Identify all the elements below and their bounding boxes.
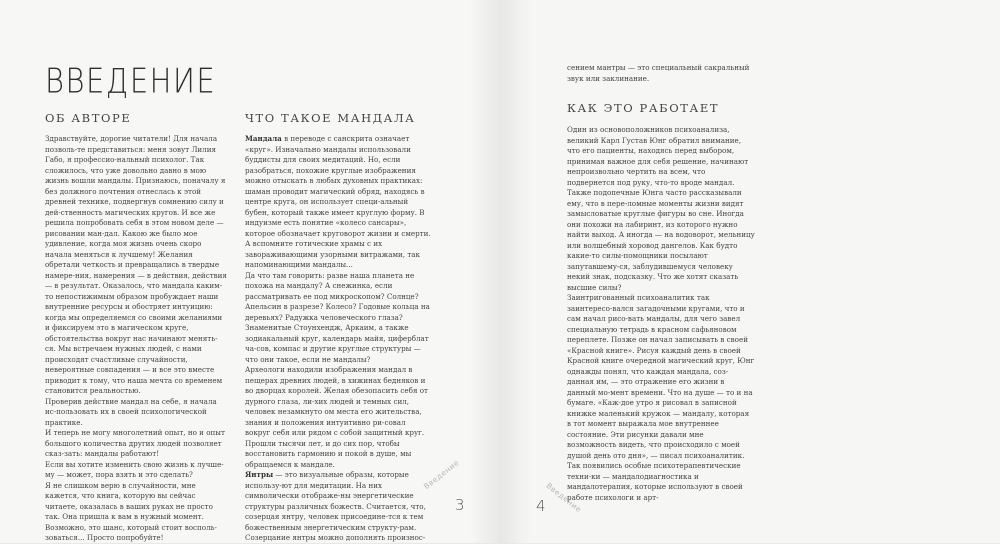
page-number-left: 3 xyxy=(455,496,465,514)
yantra-term: Янтры xyxy=(245,470,274,479)
about-paragraph: Я не слишком верю в случайности, мне кажется, что книга, которую вы сейчас читаете, оказалась в ваших руках не просто так. Она пришла к вам в нужный момент. Возможно, это шанс, который стоит восполь-зоваться... Просто попробуйте! xyxy=(45,480,217,542)
how-it-works-column xyxy=(567,125,755,503)
how-paragraph: Один из основоположников психоанализа, великий Карл Густав Юнг обратил внимание, что его пациенты, находясь перед выбором, принимая важное для себя решение, начинают непроизвольно чертить на всем, что подвернется под руку, что-то вроде мандал. Также подопечные Юнга часто рассказывали ему, что в пере-ломные моменты жизни видят замысловатые круглые фигуры во сне. Иногда они похожи на лабиринт, из которого нужно найти выход. А иногда — на водоворот, мельницу или волшебный хоровод дангелов. Как будто какие-то силы-помощники посылают запутавшему-ся, заблудившемуся человеку некий знак, подсказку. Что же хотят сказать высшие силы? xyxy=(567,125,755,292)
yantra-text: — это визуальные образы, которые использу-ют для медитации. На них символически отображе-ны энергетические структуры различных божеств. Считается, что, созерцая янтру, человек присоедине-тся к тем божественным энергетическим структу-рам. Созерцание янтры можно дополнять произнос- xyxy=(245,470,426,542)
section-watermark-right: Введение xyxy=(544,481,584,515)
about-paragraph: Здравствуйте, дорогие читатели! Для начала позволь-те представиться: меня зовут Лилия Габо, я профессио-нальный психолог. Так сложилось, что уже довольно давно в мою жизнь вошли мандалы. Признаюсь, поначалу я без должного почтения отнеслась к этой древней технике, подвергнув сомнению силу и дей-ственность магических кругов. И все же решила попробовать себя в этом новом деле — рисовании ман-дал. Какою же было мое удивление, когда моя жизнь очень скоро начала меняться к лучшему! Желания обретали четкость и превращались в твердые намере-ния, намерения — в действия, действия — в результат. Оказалось, что мандала каким-то непостижимым образом пробуждает наши внутренние ресурсы и обостряет интуицию: когда мы определяемся со своими желаниями и фиксируем это в магическом круге, обстоятельства вокруг нас начинают менять-ся. Мы встречаем нужных людей, с нами происходят счастливые случайности, невероятные совпадения — и все это вместе приводит к тому, что наша мечта со временем становится реальностью. xyxy=(45,134,227,395)
mandala-lead-paragraph xyxy=(245,134,433,271)
page-number-right: 4 xyxy=(536,497,546,515)
gutter-shadow xyxy=(501,0,531,543)
continuation-text: сением мантры — это специальный сакральный звук или заклинание. xyxy=(567,63,750,83)
how-paragraph: Заинтригованный психоаналитик так заинтересо-вался загадочными кругами, что и сам начал рисо-вать мандалы, для чего завел специальную тетрадь в красном сафьяновом переплете. Позже он начал записывать в своей «Красной книге». Рисуя каждый день в своей Красной книге очередной магический круг, Юнг однажды понял, что каждая мандала, соз-данная им, — это отражение его жизни в данный мо-мент времени. Что на душе — то и на бумаге. «Каж-дое утро я рисовал в записной книжке маленький кружок — мандалу, которая в тот момент выражала мое внутреннее состояние. Эти рисунки давали мне возможность видеть, что происходило с моей душой день ото дня», — писал психоаналитик. xyxy=(567,293,755,460)
mandala-paragraph: Да что там говорить: разве наша планета не похожа на мандалу? А снежинка, если рассматривать ее под микроскопом? Солнце? Апельсин в разрезе? Колесо? Годовые кольца на деревьях? Радужка человеческого глаза? Знаменитые Стоунхендж, Аркаим, а также зодиакальный круг, календарь майя, циферблат ча-сов, компас и другие круглые структуры — что они такое, если не мандалы? xyxy=(245,270,430,364)
about-author-column xyxy=(45,134,228,544)
about-author-heading: ОБ АВТОРЕ xyxy=(45,111,132,125)
mandala-lead-text: в переводе с санскрита означает «круг». Изначально мандалы использовали буддисты для своих медитаций. Но, если разобраться, похожие круглые изображения можно отыскать в любых духовных практиках: шаман проводит магический обряд, находясь в центре круга, он использует специ-альный бубен, который также имеет круглую форму. В индуизме есть понятие «колесо сансары», которое обозначает круговорот жизни и смерти. А вспомните готические храмы с их завораживающими узорными витражами, так напоминающими мандалы... xyxy=(245,134,431,269)
what-is-mandala-heading: ЧТО ТАКОЕ МАНДАЛА xyxy=(245,111,416,125)
about-paragraph: Если вы хотите изменить свою жизнь к лучше-му — может, пора взять и это сделать? xyxy=(45,459,224,479)
left-page xyxy=(0,0,499,543)
section-watermark-left: Введение xyxy=(422,457,461,492)
chapter-title: ВВЕДЕНИЕ xyxy=(45,60,217,101)
how-it-works-heading: КАК ЭТО РАБОТАЕТ xyxy=(567,101,720,115)
mandala-paragraph: Археологи находили изображения мандал в пещерах древних людей, в хижинах бедняков и во дворцах королей. Желая обезопасить себя от дурного глаза, ли-хих людей и темных сил, человек незамкнуто ом места его жительства, знания и положения интуитивно ри-совал вокруг себя или рядом с собой защитный круг. Прошли тысячи лет, и до сих пор, чтобы восстановить гармонию и покой в душе, мы обращаемся к мандале. xyxy=(245,365,428,469)
how-paragraph: Так появились особые психотерапевтические техни-ки — мандалодиагностика и мандалотерапия, которые используют в своей работе психологи и арт- xyxy=(567,461,743,502)
mandala-term: Мандала xyxy=(245,134,282,143)
about-paragraph: Проверив действие мандал на себе, я начала ис-пользовать их в своей психологической практике. xyxy=(45,396,217,427)
gutter-shadow xyxy=(469,0,499,543)
right-page xyxy=(501,0,1000,543)
yantra-paragraph xyxy=(245,470,433,544)
what-is-mandala-column xyxy=(245,134,433,544)
about-paragraph: И теперь не могу многолетний опыт, но и опыт большого количества других людей позволяет сказ-зать: мандалы работают! xyxy=(45,428,225,458)
